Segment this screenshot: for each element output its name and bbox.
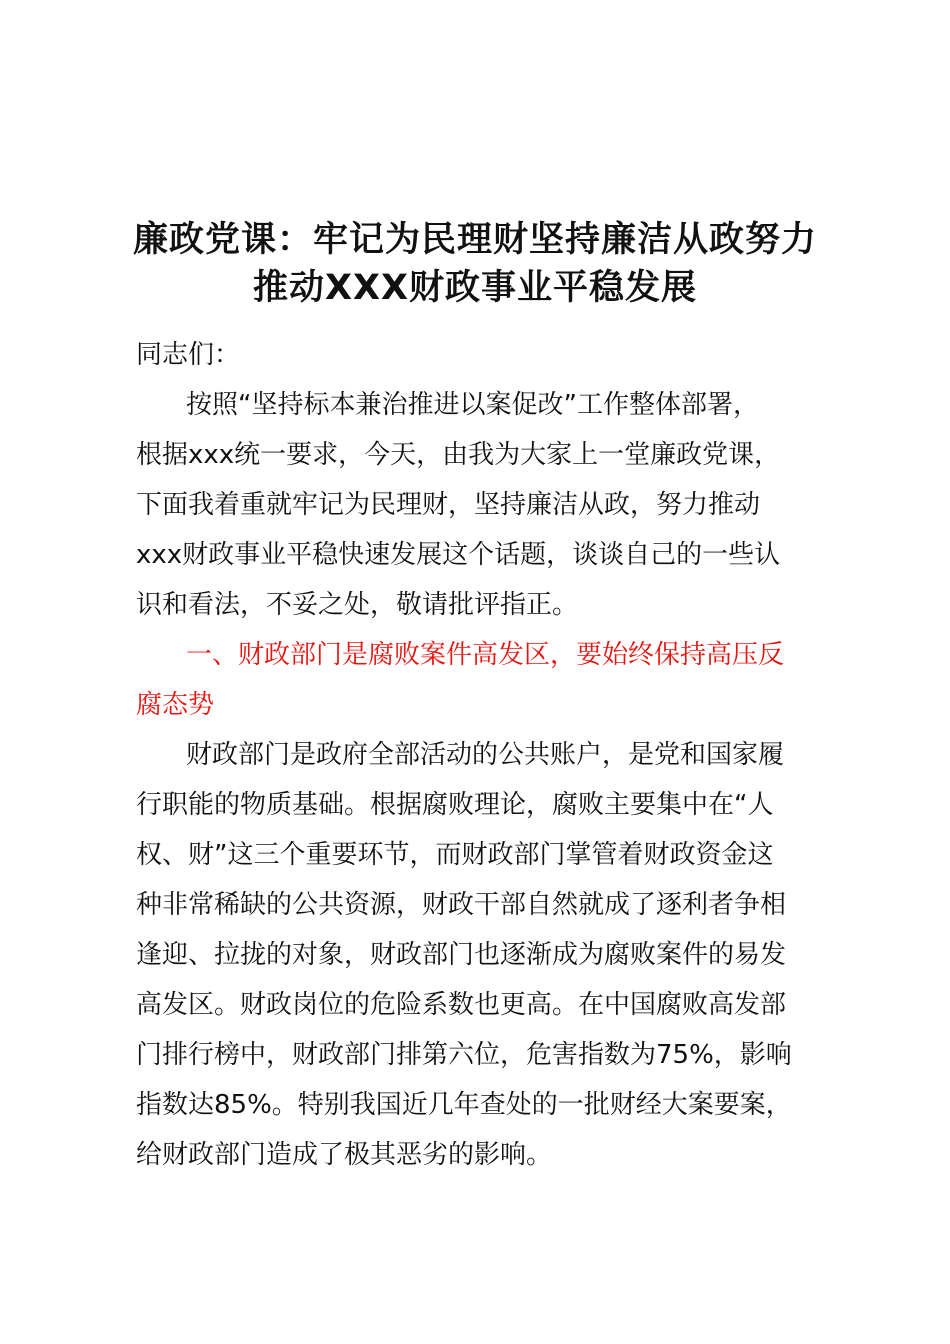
document-title-line-2: 推动XXX财政事业平稳发展 bbox=[253, 268, 697, 308]
section-heading-line: 腐态势 bbox=[136, 690, 215, 720]
document-title-line-1: 廉政党课：牢记为民理财坚持廉洁从政努力 bbox=[132, 220, 817, 260]
paragraph-line: 种非常稀缺的公共资源，财政干部自然就成了逐利者争相 bbox=[136, 890, 787, 920]
paragraph-line: 给财政部门造成了极其恶劣的影响。 bbox=[136, 1140, 553, 1170]
paragraph-line: 行职能的物质基础。根据腐败理论，腐败主要集中在“人 bbox=[136, 790, 774, 820]
paragraph-line: 高发区。财政岗位的危险系数也更高。在中国腐败高发部 bbox=[136, 990, 787, 1020]
paragraph-line: 财政部门是政府全部活动的公共账户，是党和国家履 bbox=[186, 740, 785, 770]
paragraph-line: xxx财政事业平稳快速发展这个话题，谈谈自己的一些认 bbox=[136, 540, 781, 570]
section-heading-line: 一、财政部门是腐败案件高发区，要始终保持高压反 bbox=[186, 640, 785, 670]
paragraph-line: 下面我着重就牢记为民理财，坚持廉洁从政，努力推动 bbox=[136, 490, 761, 520]
salutation: 同志们： bbox=[136, 340, 241, 370]
paragraph-line: 根据xxx统一要求，今天，由我为大家上一堂廉政党课， bbox=[136, 440, 781, 470]
paragraph-line: 逢迎、拉拢的对象，财政部门也逐渐成为腐败案件的易发 bbox=[136, 940, 787, 970]
paragraph-line: 识和看法，不妥之处，敬请批评指正。 bbox=[136, 590, 579, 620]
paragraph-line: 门排行榜中，财政部门排第六位，危害指数为75%，影响 bbox=[136, 1040, 792, 1070]
paragraph-line: 指数达85%。特别我国近几年查处的一批财经大案要案， bbox=[136, 1090, 792, 1120]
paragraph-line: 权、财”这三个重要环节，而财政部门掌管着财政资金这 bbox=[136, 840, 774, 870]
paragraph-line: 按照“坚持标本兼治推进以案促改”工作整体部署， bbox=[186, 390, 759, 420]
